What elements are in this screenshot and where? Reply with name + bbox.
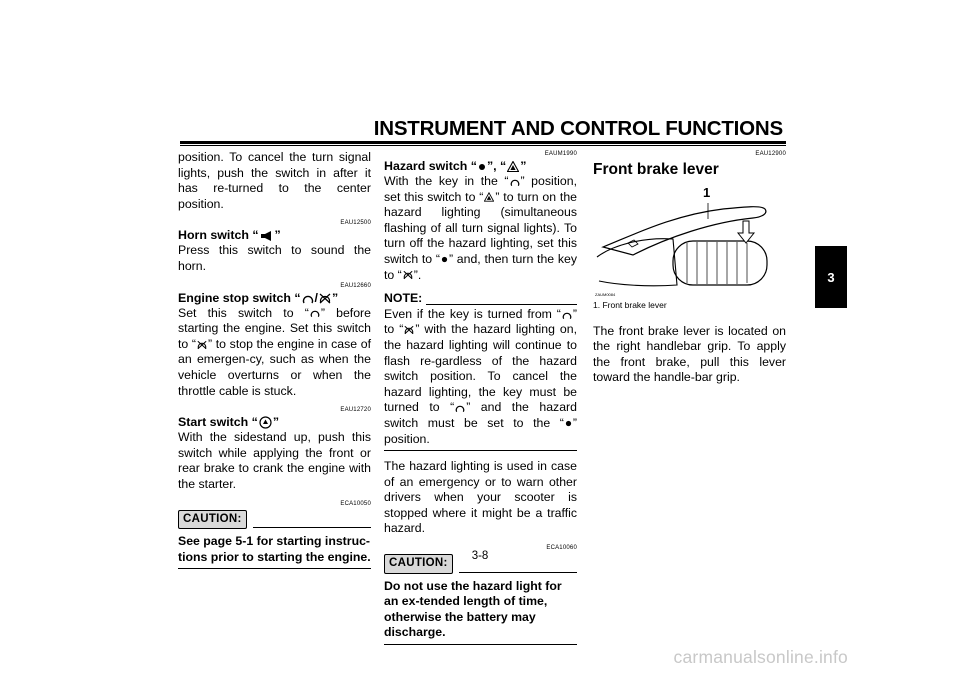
run-icon bbox=[455, 403, 465, 413]
caution-text: Do not use the hazard light for an ex-tended length of time, otherwise the battery may discharge. bbox=[384, 579, 577, 645]
front-brake-figure bbox=[593, 185, 775, 295]
caution-label: CAUTION: bbox=[384, 554, 453, 574]
note-label: NOTE: bbox=[384, 291, 423, 306]
section-code: EAU12660 bbox=[340, 282, 371, 289]
brake-lever-illustration bbox=[593, 185, 775, 295]
engine-stop-text bbox=[178, 306, 371, 400]
stop-icon bbox=[404, 325, 414, 335]
section-code: EAU12720 bbox=[340, 407, 371, 414]
front-brake-text: The front brake lever is located on the right handlebar grip. To apply the front brake, pull this lever toward the handle-bar grip. bbox=[593, 323, 786, 385]
heading-text: / bbox=[314, 290, 318, 305]
intro-paragraph: position. To cancel the turn signal lights, push the switch in after it has re-turned to the center position. bbox=[178, 150, 371, 211]
note-end-rule bbox=[384, 450, 577, 451]
heading-text: ”, “ bbox=[486, 159, 507, 173]
figure-id: ZAUM0084 bbox=[595, 292, 616, 297]
stop-icon bbox=[197, 340, 207, 350]
heading-text: ” bbox=[274, 228, 281, 243]
text-span: Set this switch to “ bbox=[178, 305, 309, 320]
column-2 bbox=[384, 150, 577, 645]
chapter-tab[interactable]: 3 bbox=[815, 246, 847, 308]
text-span: ” and the hazard switch must be set to the “ bbox=[384, 400, 577, 430]
note-header bbox=[384, 291, 577, 307]
caution-code: ECA10060 bbox=[546, 545, 577, 552]
text-span: ” position. bbox=[384, 415, 577, 446]
front-brake-heading: Front brake lever bbox=[593, 161, 719, 178]
hazard-switch-heading bbox=[384, 159, 577, 174]
section-code: EAUM1990 bbox=[544, 151, 577, 157]
text-span: ” to stop the engine in case of an emergen-cy, such as when the vehicle overturns or when the throttle cable is stuck. bbox=[178, 336, 371, 398]
page-number: 3-8 bbox=[471, 550, 489, 562]
caution-text: See page 5-1 for starting instruc-tions prior to starting the engine. bbox=[178, 534, 371, 569]
text-span: Even if the key is turned from “ bbox=[384, 306, 561, 321]
heading-text: ” bbox=[332, 290, 339, 305]
caution-code: ECA10050 bbox=[340, 500, 371, 507]
heading-text: Hazard switch “ bbox=[384, 159, 477, 173]
heading-text: Engine stop switch “ bbox=[178, 290, 301, 305]
section-code: EAU12900 bbox=[755, 151, 786, 157]
watermark: carmanualsonline.info bbox=[673, 647, 848, 667]
run-icon bbox=[562, 310, 572, 320]
off-dot-icon bbox=[565, 420, 572, 427]
engine-stop-heading bbox=[178, 291, 371, 306]
column-1 bbox=[178, 150, 371, 569]
text-span: ” and, then turn the key to “ bbox=[384, 251, 577, 282]
hazard-use-text: The hazard lighting is used in case of an emergency or to warn other drivers when your scooter is stopped where it might be a traffic hazard. bbox=[384, 459, 577, 536]
hazard-text bbox=[384, 174, 577, 283]
caution-label: CAUTION: bbox=[178, 510, 247, 530]
callout-number: 1 bbox=[703, 185, 711, 200]
text-span: ” with the hazard lighting on, the hazard lighting will continue to flash re-gardless of the hazard switch position. To cancel the hazard lighting, the key must be turned to “ bbox=[384, 322, 577, 415]
caution-rule bbox=[459, 572, 577, 573]
run-icon bbox=[510, 177, 520, 187]
figure-caption: 1. Front brake lever bbox=[593, 300, 667, 310]
page-header-title: INSTRUMENT AND CONTROL FUNCTIONS bbox=[373, 117, 783, 140]
heading-text: Start switch “ bbox=[178, 415, 258, 430]
text-span: With the key in the “ bbox=[384, 174, 509, 188]
horn-text: Press this switch to sound the horn. bbox=[178, 243, 371, 273]
off-dot-icon bbox=[441, 256, 448, 263]
run-icon bbox=[302, 293, 314, 304]
start-switch-heading bbox=[178, 415, 371, 430]
off-dot-icon bbox=[478, 163, 486, 171]
text-span: ” position, set this switch to “ bbox=[384, 174, 577, 204]
starter-icon bbox=[259, 416, 272, 429]
heading-text: Horn switch “ bbox=[178, 228, 259, 243]
header-rule-thin bbox=[180, 145, 786, 146]
text-span: ” to “ bbox=[384, 306, 577, 337]
header-rule bbox=[180, 141, 786, 144]
stop-icon bbox=[403, 270, 413, 280]
hazard-icon bbox=[484, 192, 494, 202]
horn-icon bbox=[260, 231, 274, 241]
caution-rule bbox=[253, 527, 371, 528]
text-span: ” before starting the engine. Set this switch to “ bbox=[178, 305, 371, 351]
hazard-icon bbox=[507, 161, 519, 172]
heading-text: ” bbox=[520, 159, 527, 173]
horn-switch-heading bbox=[178, 228, 371, 243]
heading-text: ” bbox=[272, 415, 280, 430]
column-3 bbox=[593, 150, 786, 386]
start-text: With the sidestand up, push this switch while applying the front or rear brake to crank the engine with the starter. bbox=[178, 430, 371, 491]
caution-header bbox=[178, 510, 371, 530]
text-span: ”. bbox=[413, 267, 422, 282]
text-span: ” to turn on the hazard lighting (simultaneous flashing of all turn signal lights). To turn off the hazard lighting, set this switch to “ bbox=[384, 189, 577, 266]
note-text bbox=[384, 307, 577, 447]
stop-icon bbox=[319, 293, 331, 304]
section-code: EAU12500 bbox=[340, 220, 371, 227]
run-icon bbox=[310, 308, 320, 318]
note-rule bbox=[426, 304, 577, 305]
